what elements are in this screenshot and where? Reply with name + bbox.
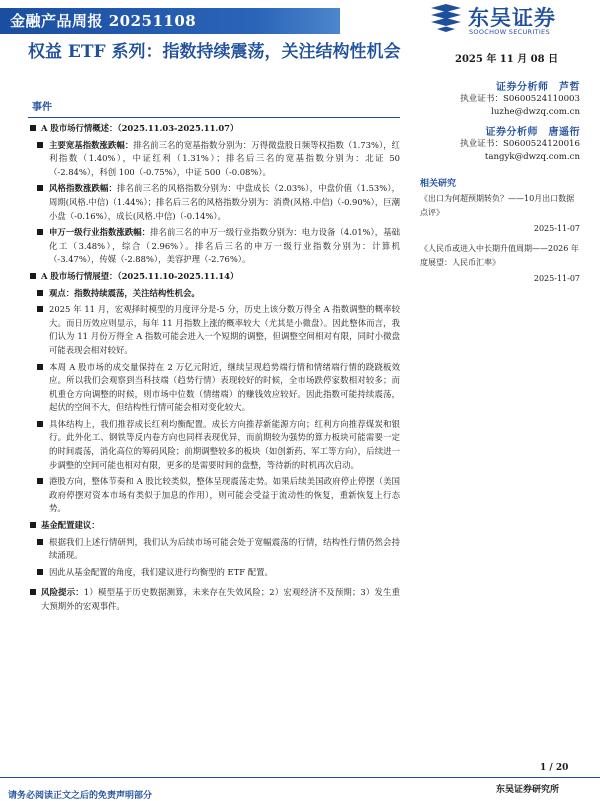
bullet-icon	[37, 421, 43, 427]
paragraph-broad-index	[28, 139, 400, 180]
paragraph-lead: 申万一级行业指数涨跌幅：	[49, 227, 151, 238]
paragraph-style-index	[28, 182, 400, 223]
report-title: 权益 ETF 系列：指数持续震荡，关注结构性机会	[28, 42, 401, 62]
related-research-date: 2025-11-07	[533, 274, 580, 283]
footer-divider	[0, 777, 600, 778]
logo-english-name: SOOCHOW SECURITIES	[469, 28, 550, 36]
bullet-icon	[37, 539, 43, 545]
bullet-icon	[37, 185, 43, 191]
company-logo	[428, 2, 598, 38]
report-series-label: 金融产品周报 20251108	[10, 12, 197, 30]
analyst-card	[420, 78, 580, 119]
bullet-icon	[37, 569, 43, 575]
analyst-name: 证券分析师 芦哲	[496, 82, 580, 93]
research-institute-name: 东吴证券研究所	[496, 785, 560, 795]
related-research-link[interactable]: 《人民币或进入中长期升值周期——2026 年度展望：人民币汇率》	[420, 244, 579, 267]
bullet-icon	[37, 478, 43, 484]
report-header	[0, 0, 600, 38]
brand-band	[0, 8, 340, 34]
paragraph-text: 2025 年 11 月，宏观择时模型的月度评分是-5 分，历史上该分数万得全 A 指数调整的概率较大。而日历效应则显示，每年 11 月指数上涨的概率较大（尤其是小微盘）。因此整体而言，我们认为 11 月份万得全 A 指数可能会进入一个短期的调整，但调整空间相对有限，同时小微盘可能表现会相对较好。	[49, 304, 400, 355]
soochow-logo-icon	[428, 2, 464, 34]
paragraph-text: 港股方向，整体节奏和 A 股比较类似，整体呈现震荡走势。如果后续美国政府停止停摆（美国政府停摆对资本市场有类似于加息的作用），则可能会受益于流动性的恢复，重新恢复上行态势。	[49, 476, 400, 514]
paragraph-viewpoint	[28, 287, 400, 301]
report-date: 2025 年 11 月 08 日	[455, 54, 559, 65]
analyst-name: 证券分析师 唐遥衎	[485, 127, 580, 138]
heading-text: A 股市场行情展望：（2025.11.10-2025.11.14）	[41, 270, 239, 281]
paragraph-hk-market	[28, 475, 400, 516]
bullet-icon	[37, 142, 43, 148]
sidebar	[420, 78, 580, 292]
bullet-icon	[37, 290, 43, 296]
section-heading-events: 事件	[32, 102, 52, 113]
paragraph-risk-warning	[28, 586, 400, 613]
related-research-date: 2025-11-07	[533, 224, 580, 233]
paragraph-text: 排名前三名的风格指数分别为：中盘成长（2.03%），中盘价值（1.53%），周期(风格.中信)（1.44%）；排名后三名的风格指数分别为：消费(风格.中信)（-0.90%），巨潮小盘（-0.16%），成长(风格.中信)（-0.14%）。	[49, 183, 400, 221]
paragraph-text: 本周 A 股市场的成交量保持在 2 万亿元附近，继续呈现趋势端行情和情绪端行情的跷跷板效应。所以我们会观察到当科技端（趋势行情）表现较好的时候，全市场跌停家数相对较多；而机重仓方向调整的时候，则市场中位数（情绪端）的赚钱效应较好。因此指数可能持续震荡，起伏的空间不大，但结构性行情可能会相对变化较大。	[49, 361, 400, 413]
related-research-link[interactable]: 《出口为何超预期转负？——10月出口数据点评》	[420, 194, 575, 217]
page-number: 1 / 20	[540, 763, 569, 773]
paragraph-lead: 观点：指数持续震荡，关注结构性机会。	[49, 287, 200, 298]
paragraph-text: 根据我们上述行情研判，我们认为后续市场可能会处于宽幅震荡的行情，结构性行情仍然会持续涌现。	[49, 536, 400, 561]
bullet-icon	[37, 364, 43, 370]
bullet-icon	[37, 229, 43, 235]
paragraph-text: 具体结构上，我们推荐成长红利均衡配置。成长方向推荐新能源方向；红利方向推荐煤炭和银行。此外化工、钢铁等反内卷方向也同样表现优异，而前期较为强势的算力板块可能需要一定的时间震荡，消化高位的筹码风险；前期调整较多的板块（如创新药、军工等方向），后续进一步调整的空间可能也相对有限，更多的是需要时间的盘整，等待新的时机再次启动。	[49, 418, 400, 470]
bullet-icon	[30, 522, 36, 528]
main-content	[28, 98, 400, 617]
paragraph-text: 1）模型基于历史数据测算，未来存在失效风险；2）宏观经济不及预期；3）发生重大预期外的宏观事件。	[41, 587, 401, 611]
analyst-card	[420, 123, 580, 164]
paragraph-structure	[28, 418, 400, 472]
logo-chinese-name: 东吴证券	[468, 5, 556, 30]
paragraph-turnover	[28, 361, 400, 415]
related-research-heading: 相关研究	[420, 179, 457, 189]
related-research-list	[420, 192, 580, 286]
paragraph-allocation-outlook	[28, 536, 400, 563]
paragraph-text: 排名前三名的申万一级行业指数分别为：电力设备（4.01%），基础化工（3.48%），综合（2.96%）。排名后三名的申万一级行业指数分别为：计算机（-3.47%），传媒（-2.88%），美容护理（-2.76%）。	[49, 227, 400, 265]
disclaimer-note[interactable]: 请务必阅读正文之后的免责声明部分	[8, 791, 153, 801]
analyst-email[interactable]: luzhe@dwzq.com.cn	[491, 107, 580, 117]
heading-market-overview	[28, 122, 400, 136]
analyst-cert: 执业证书：S0600524120016	[460, 139, 580, 149]
paragraph-allocation-advice	[28, 566, 400, 580]
bullet-icon	[30, 125, 36, 131]
paragraph-lead: 风格指数涨跌幅：	[49, 183, 118, 194]
paragraph-industry-index	[28, 226, 400, 267]
paragraph-text: 因此从基金配置的角度，我们建议进行均衡型的 ETF 配置。	[49, 566, 273, 577]
analyst-email[interactable]: tangyk@dwzq.com.cn	[484, 152, 580, 162]
paragraph-macro-timing	[28, 303, 400, 357]
bullet-icon	[30, 589, 36, 595]
analyst-cert: 执业证书：S0600524110003	[460, 94, 580, 104]
bullet-icon	[30, 273, 36, 279]
section-divider	[28, 117, 400, 118]
paragraph-text: 排名前三名的宽基指数分别为：万得微盘股日频等权指数（1.73%），红利指数（1.40%），中证红利（1.31%）；排名后三名的宽基指数分别为：北证 50（-2.84%），科创 100（-0.75%），中证 500（-0.08%）。	[49, 139, 401, 177]
heading-market-outlook	[28, 270, 400, 284]
bullet-icon	[37, 306, 43, 312]
heading-text: A 股市场行情概述：（2025.11.03-2025.11.07）	[41, 123, 239, 133]
heading-text: 基金配置建议：	[41, 520, 100, 531]
heading-fund-allocation	[28, 519, 400, 533]
paragraph-lead: 风险提示：	[41, 587, 84, 598]
paragraph-lead: 主要宽基指数涨跌幅：	[49, 139, 134, 150]
